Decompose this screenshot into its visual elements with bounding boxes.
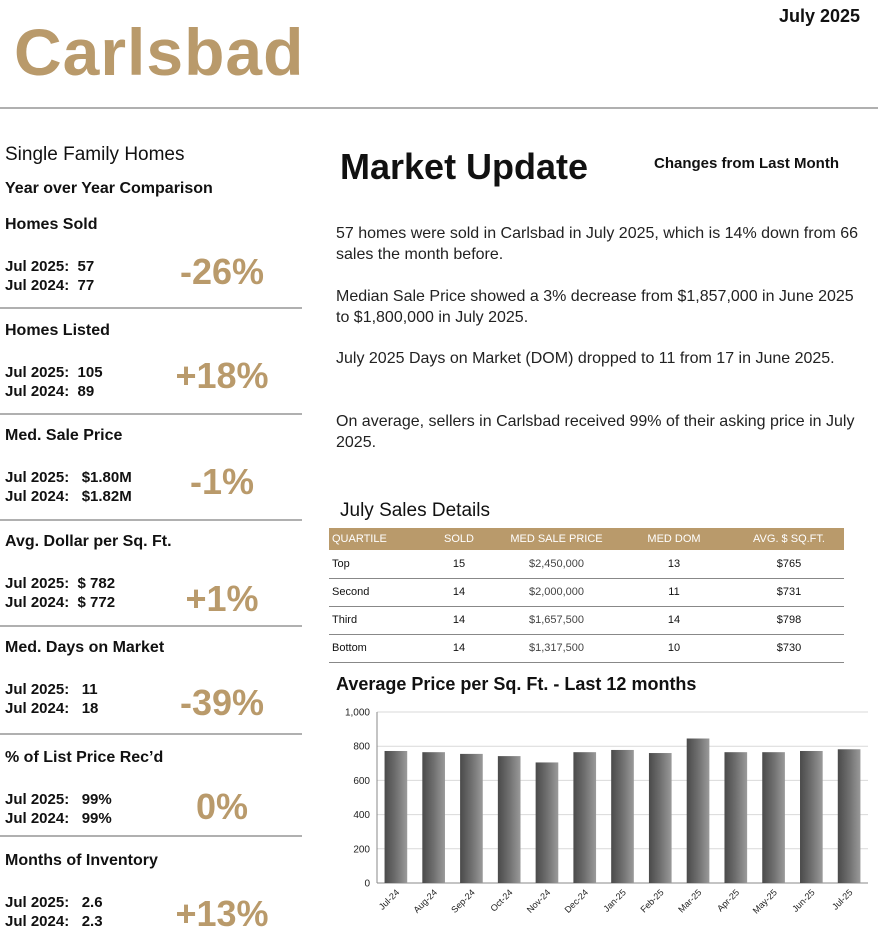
metric-title: Homes Sold [5, 216, 98, 233]
bar [422, 752, 445, 883]
x-tick-label: Mar-25 [676, 887, 704, 915]
bar [498, 756, 521, 883]
cell-sold: 14 [419, 606, 499, 634]
cell-med-dom: 14 [614, 606, 734, 634]
cell-med-dom: 13 [614, 550, 734, 578]
bar [838, 749, 861, 883]
table-row [329, 606, 844, 634]
paragraph-sales: 57 homes were sold in Carlsbad in July 2025, which is 14% down from 66 sales the month before. [336, 225, 859, 263]
sales-details-title: July Sales Details [340, 500, 490, 521]
metric-previous: Jul 2024: $1.82M [5, 488, 132, 505]
metric-previous: Jul 2024: 77 [5, 277, 95, 294]
metric-title: % of List Price Rec’d [5, 749, 164, 766]
bar [687, 739, 710, 883]
table-header-row [329, 528, 844, 550]
metric-previous: Jul 2024: $ 772 [5, 594, 116, 611]
metric-title: Avg. Dollar per Sq. Ft. [5, 533, 172, 550]
y-tick-label: 0 [364, 878, 370, 890]
cell-avg-sqft: $798 [734, 606, 844, 634]
bar [611, 750, 634, 883]
paragraph-dom: July 2025 Days on Market (DOM) dropped to 11 from 17 in June 2025. [336, 350, 835, 367]
metric-divider [0, 413, 302, 415]
sales-details-table [329, 528, 844, 663]
metric-change: -26% [179, 251, 265, 292]
x-tick-label: Oct-24 [488, 887, 515, 914]
comparison-label: Year over Year Comparison [5, 180, 213, 197]
metric-title: Med. Days on Market [5, 639, 165, 656]
header-med-dom: MED DOM [614, 528, 734, 550]
changes-label: Changes from Last Month [654, 155, 840, 172]
header-divider [0, 107, 878, 109]
city-title: Carlsbad [14, 15, 305, 89]
x-tick-label: Aug-24 [411, 887, 440, 915]
metric-current: Jul 2025: 99% [5, 791, 112, 808]
cell-avg-sqft: $765 [734, 550, 844, 578]
x-tick-label: Jan-25 [601, 887, 628, 914]
table-row [329, 578, 844, 606]
metric-change: -39% [179, 682, 265, 723]
x-tick-label: Dec-24 [562, 887, 591, 915]
report-date: July 2025 [778, 6, 860, 26]
metric-divider [0, 733, 302, 735]
x-tick-label: Apr-25 [715, 887, 742, 914]
metric-title: Homes Listed [5, 322, 110, 339]
metric-change: +1% [185, 578, 259, 619]
metric-current: Jul 2025: $1.80M [5, 469, 132, 486]
x-tick-label: May-25 [750, 887, 779, 916]
bar [800, 751, 823, 883]
y-tick-label: 600 [353, 775, 370, 787]
metric-divider [0, 519, 302, 521]
metric-previous: Jul 2024: 2.3 [5, 913, 103, 930]
cell-med-dom: 10 [614, 634, 734, 662]
header-avg-sqft: AVG. $ SQ.FT. [734, 528, 844, 550]
cell-med-sale-price: $2,000,000 [499, 578, 614, 606]
bar [536, 762, 559, 883]
metric-divider [0, 835, 302, 837]
y-tick-label: 200 [353, 844, 370, 856]
avg-price-sqft-chart [330, 700, 870, 935]
metric-current: Jul 2025: 2.6 [5, 894, 103, 911]
metric-current: Jul 2025: 57 [5, 258, 95, 275]
metric-divider [0, 625, 302, 627]
x-tick-label: Jun-25 [790, 887, 817, 914]
metric-current: Jul 2025: 105 [5, 364, 103, 381]
y-tick-label: 400 [353, 810, 370, 822]
cell-sold: 14 [419, 578, 499, 606]
metric-title: Med. Sale Price [5, 427, 123, 444]
cell-sold: 15 [419, 550, 499, 578]
chart-title: Average Price per Sq. Ft. - Last 12 months [336, 674, 697, 694]
y-tick-label: 800 [353, 741, 370, 753]
bar [573, 752, 596, 883]
cell-sold: 14 [419, 634, 499, 662]
bar [385, 751, 408, 883]
table-row [329, 550, 844, 578]
paragraph-price: Median Sale Price showed a 3% decrease from $1,857,000 in June 2025 to $1,800,000 in July 2025. [336, 288, 854, 326]
table-row [329, 634, 844, 662]
metric-previous: Jul 2024: 18 [5, 700, 99, 717]
metric-current: Jul 2025: $ 782 [5, 575, 116, 592]
cell-avg-sqft: $731 [734, 578, 844, 606]
y-tick-label: 1,000 [344, 707, 370, 719]
metric-current: Jul 2025: 11 [5, 681, 98, 698]
metric-change: 0% [195, 786, 249, 827]
header-quartile: QUARTILE [329, 528, 419, 550]
bar [762, 752, 785, 883]
header-med-sale-price: MED SALE PRICE [499, 528, 614, 550]
metric-previous: Jul 2024: 89 [5, 383, 95, 400]
bar [460, 754, 483, 883]
bar [724, 752, 747, 883]
metric-change: +13% [175, 893, 269, 934]
cell-quartile: Second [329, 578, 419, 606]
paragraph-list-price: On average, sellers in Carlsbad received 99% of their asking price in July 2025. [336, 413, 855, 451]
cell-quartile: Bottom [329, 634, 419, 662]
metric-previous: Jul 2024: 99% [5, 810, 112, 827]
cell-quartile: Top [329, 550, 419, 578]
cell-med-sale-price: $1,317,500 [499, 634, 614, 662]
x-tick-label: Jul-25 [830, 887, 855, 912]
cell-avg-sqft: $730 [734, 634, 844, 662]
metric-title: Months of Inventory [5, 852, 158, 869]
header-sold: SOLD [419, 528, 499, 550]
cell-med-dom: 11 [614, 578, 734, 606]
x-tick-label: Feb-25 [638, 887, 666, 915]
x-tick-label: Nov-24 [524, 887, 553, 915]
cell-med-sale-price: $1,657,500 [499, 606, 614, 634]
bar [649, 753, 672, 883]
metric-change: -1% [189, 461, 255, 502]
property-category: Single Family Homes [5, 144, 185, 165]
x-tick-label: Sep-24 [449, 887, 477, 915]
cell-med-sale-price: $2,450,000 [499, 550, 614, 578]
x-tick-label: Jul-24 [376, 887, 402, 912]
metric-change: +18% [175, 355, 269, 396]
cell-quartile: Third [329, 606, 419, 634]
metric-divider [0, 307, 302, 309]
market-update-title: Market Update [340, 146, 589, 187]
